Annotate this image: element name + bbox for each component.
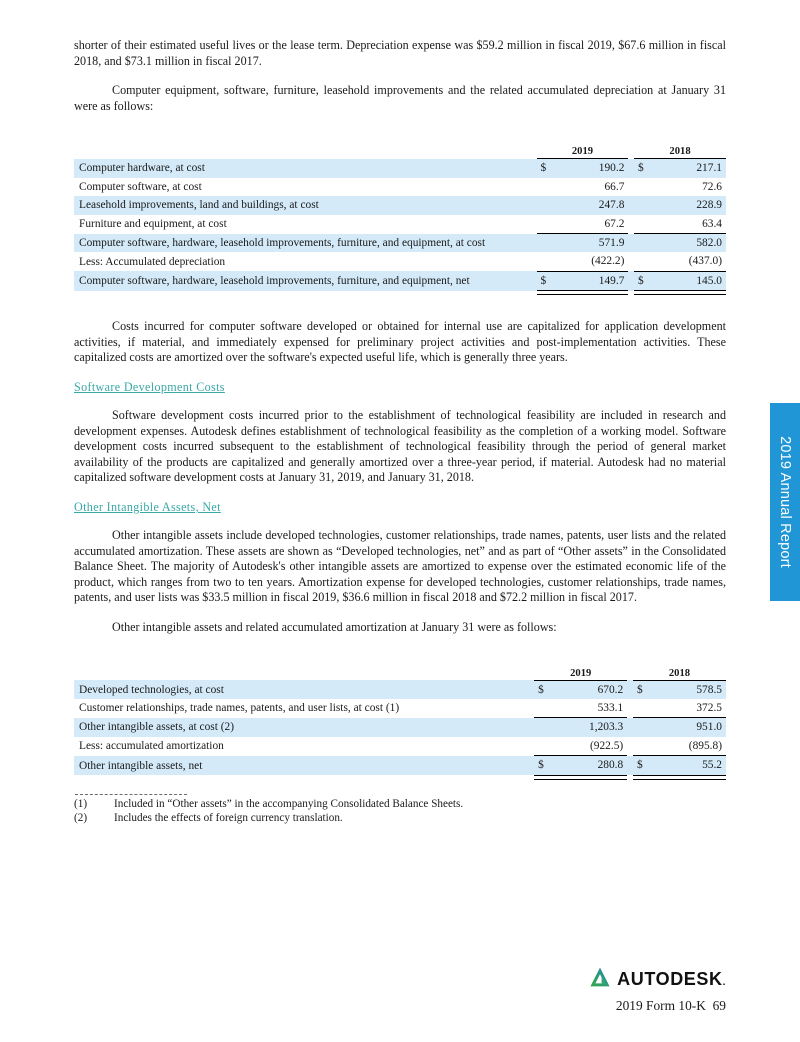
autodesk-wordmark-text: AUTODESK	[617, 969, 723, 989]
page-content	[74, 38, 726, 826]
row-currency-2018	[634, 215, 655, 234]
row-value-2018: 145.0	[655, 271, 726, 290]
row-label: Furniture and equipment, at cost	[79, 218, 227, 231]
row-value-2018: 217.1	[655, 159, 726, 178]
side-tab-annual-report	[770, 403, 800, 601]
row-label: Less: Accumulated depreciation	[79, 255, 226, 268]
row-label: Customer relationships, trade names, patents, and user lists, at cost (1)	[79, 702, 400, 715]
table-header-row	[74, 140, 726, 159]
row-value-2018: 63.4	[702, 217, 722, 230]
row-currency-2018: $	[633, 680, 654, 699]
row-value-2018: 951.0	[654, 718, 726, 737]
row-label: Computer software, at cost	[79, 180, 202, 193]
footer-page-label: 2019 Form 10-K 69	[615, 998, 726, 1013]
row-label: Other intangible assets, net	[74, 756, 534, 775]
rule-2019-num	[558, 291, 629, 295]
row-currency-2019: $	[537, 271, 558, 290]
table-row	[74, 737, 726, 756]
header-year-2018: 2018	[634, 140, 726, 159]
row-value-2018: (437.0)	[688, 255, 722, 268]
rule-2018-cur	[634, 291, 655, 295]
page-footer	[589, 966, 726, 1014]
header-blank	[74, 140, 537, 159]
row-value-2019: 533.1	[597, 701, 624, 714]
row-currency-2018: $	[634, 159, 655, 178]
table-header-row	[74, 662, 726, 681]
table-row	[74, 159, 726, 178]
paragraph-other-intangibles: Other intangible assets include developed technologies, customer relationships, trade names, patents, user lists and the related accumulated amortization. These assets are shown as “Developed technologies, net” and as part of “Other assets” in the Consolidated Balance Sheet. The majority of Autodesk's other intangible assets are amortized to expense over the estimated economic life of the product, which ranges from two to ten years. Amortization expense for developed technologies, customer relationships, trade names, patents, and user lists was $33.5 million in fiscal 2019, $36.6 million in fiscal 2018 and $72.2 million in fiscal 2017.	[74, 527, 726, 605]
header-year-2018: 2018	[633, 662, 726, 681]
table-row-total	[74, 271, 726, 290]
table-row	[74, 215, 726, 234]
row-currency-2018	[634, 196, 655, 214]
row-currency-2018	[633, 737, 654, 756]
row-currency-2019	[537, 196, 558, 214]
row-currency-2019: $	[534, 756, 555, 775]
row-currency-2019	[534, 699, 555, 718]
autodesk-trademark: .	[722, 977, 726, 988]
table-row-total	[74, 756, 726, 775]
table-spacer-top	[74, 128, 726, 140]
table-other-intangible-assets	[74, 662, 726, 780]
table-double-rule	[74, 775, 726, 779]
rule-2019-num	[556, 775, 628, 779]
table-spacer-bottom	[74, 295, 726, 319]
paragraph-intangibles-intro: Other intangible assets and related accumulated amortization at January 31 were as follows:	[112, 619, 557, 634]
row-currency-2018	[634, 252, 655, 271]
autodesk-wordmark	[617, 969, 726, 990]
paragraph-continuation: shorter of their estimated useful lives or the lease term. Depreciation expense was $59.2 million in fiscal 2019, $67.6 million in fiscal 2018, and $73.1 million in fiscal 2017.	[74, 38, 726, 68]
footnote-text: Included in “Other assets” in the accompanying Consolidated Balance Sheets.	[114, 797, 464, 810]
row-currency-2018	[634, 234, 655, 253]
footnote-text: Includes the effects of foreign currency translation.	[114, 812, 343, 825]
heading-software-development-costs: Software Development Costs	[74, 380, 225, 394]
row-label: Developed technologies, at cost	[74, 680, 534, 699]
paragraph-software-development: Software development costs incurred prior to the establishment of technological feasibility are included in research and development expenses. Autodesk defines establishment of technological feasibility as the completion of a working model. Software development costs incurred subsequent to the establishment of technological feasibility through the period of general market availability of the products are capitalized and generally amortized over a three-year period, if material. Autodesk had no material capitalized software development costs at January 31, 2019, and January 31, 2018.	[74, 408, 726, 485]
header-year-2019: 2019	[537, 140, 629, 159]
paragraph-capitalized-software: Costs incurred for computer software developed or obtained for internal use are capitalized for application development activities, if material, and immediately expensed for preliminary project activities and post-implementation activities. These capitalized costs are amortized over the software's expected useful life, which is generally three years.	[74, 319, 726, 365]
row-currency-2018: $	[634, 271, 655, 290]
rule-2019-cur	[537, 291, 558, 295]
row-currency-2019	[534, 737, 555, 756]
footnote-divider	[75, 794, 187, 795]
table-row	[74, 252, 726, 271]
row-value-2019: 149.7	[558, 271, 629, 290]
rule-2018-num	[655, 291, 726, 295]
row-value-2018: 578.5	[654, 680, 726, 699]
rule-2018-num	[654, 775, 726, 779]
row-label: Other intangible assets, at cost (2)	[74, 718, 534, 737]
table-row	[74, 680, 726, 699]
footnote-marker: (1)	[74, 797, 88, 810]
row-value-2019: 66.7	[604, 180, 625, 193]
table-row	[74, 699, 726, 718]
row-currency-2018: $	[633, 756, 654, 775]
row-currency-2019	[537, 215, 558, 234]
row-label: Less: accumulated amortization	[79, 740, 224, 753]
table-row	[74, 178, 726, 196]
row-value-2019: 280.8	[556, 756, 628, 775]
rule-spacer	[74, 775, 534, 779]
table-row	[74, 196, 726, 214]
row-value-2019: 67.2	[604, 217, 625, 230]
row-currency-2019: $	[537, 159, 558, 178]
table-double-rule	[74, 291, 726, 295]
row-value-2018: 228.9	[655, 196, 726, 214]
rule-spacer	[74, 291, 537, 295]
list-item	[74, 797, 726, 812]
autodesk-logo	[589, 966, 726, 993]
row-currency-2019: $	[534, 680, 555, 699]
table-row-subtotal	[74, 718, 726, 737]
paragraph-ppe-intro: Computer equipment, software, furniture, leasehold improvements and the related accumulated depreciation at January 31 were as follows:	[74, 83, 726, 113]
row-label: Computer hardware, at cost	[74, 159, 537, 178]
header-year-2019: 2019	[534, 662, 627, 681]
table-property-equipment	[74, 140, 726, 295]
row-currency-2019	[537, 234, 558, 253]
row-currency-2019	[537, 252, 558, 271]
row-value-2018: 372.5	[696, 701, 722, 714]
rule-2019-cur	[534, 775, 555, 779]
row-value-2018: 55.2	[654, 756, 726, 775]
footnote-spacer	[74, 780, 726, 794]
row-value-2019: 247.8	[558, 196, 629, 214]
row-value-2019: 571.9	[558, 234, 629, 253]
table2-spacer-top	[74, 650, 726, 662]
side-tab-label: 2019 Annual Report	[777, 436, 793, 568]
footnote-marker: (2)	[74, 812, 88, 825]
row-value-2018: 582.0	[655, 234, 726, 253]
row-value-2018: (895.8)	[688, 739, 722, 752]
row-currency-2018	[633, 699, 654, 718]
header-blank	[74, 662, 534, 681]
list-item	[74, 811, 726, 826]
row-label: Computer software, hardware, leasehold improvements, furniture, and equipment, net	[74, 271, 537, 290]
row-label: Computer software, hardware, leasehold improvements, furniture, and equipment, at cost	[74, 234, 537, 253]
rule-2018-cur	[633, 775, 654, 779]
row-currency-2018	[634, 178, 655, 196]
row-label: Leasehold improvements, land and buildings, at cost	[74, 196, 537, 214]
row-currency-2019	[534, 718, 555, 737]
row-currency-2018	[633, 718, 654, 737]
heading-other-intangible-assets-net: Other Intangible Assets, Net	[74, 499, 221, 514]
autodesk-logo-icon	[589, 966, 611, 993]
table-row-subtotal	[74, 234, 726, 253]
row-value-2018: 72.6	[702, 180, 722, 193]
row-value-2019: 670.2	[556, 680, 628, 699]
footnote-list	[74, 797, 726, 826]
row-value-2019: 1,203.3	[556, 718, 628, 737]
row-value-2019: 190.2	[558, 159, 629, 178]
row-value-2019: (922.5)	[589, 739, 624, 752]
row-currency-2019	[537, 178, 558, 196]
row-value-2019: (422.2)	[591, 255, 625, 268]
